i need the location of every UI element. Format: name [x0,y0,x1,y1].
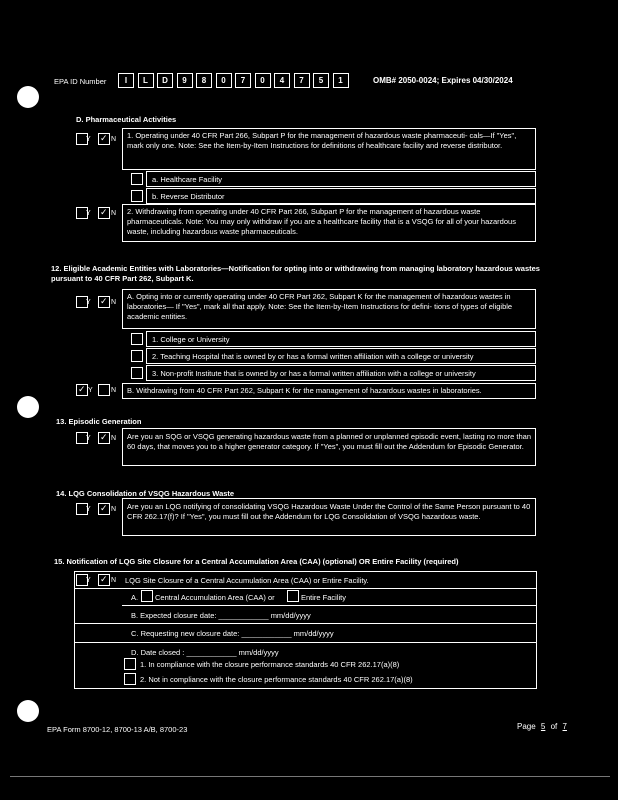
s12b-text: B. Withdrawing from 40 CFR Part 262, Subpart K for the management of hazardous wastes in laboratories. [127,386,482,395]
section-d-title: D. Pharmaceutical Activities [76,115,177,124]
page-label: Page [517,722,536,731]
punch-hole-bottom [17,700,39,722]
s15-compliance-checkbox[interactable] [124,658,136,670]
d1-yes-label: Y [86,136,91,143]
s15-rule-2 [122,605,537,606]
section-12-title: 12. Eligible Academic Entities with Laboratories—Notification for opting into or withdrawing from managing laboratory hazardous wastes pursuant to 40 CFR Part 262, Subpart K. [51,264,540,283]
page-number: 5 [540,722,546,731]
s15-compliance-label: 1. In compliance with the closure performance standards 40 CFR 262.17(a)(8) [140,660,400,669]
d2-no-check-mark-icon: ✓ [100,207,108,217]
epa-id-char-cell: I [118,73,134,88]
s13-yes-label: Y [86,435,91,442]
s14-text: Are you an LQG notifying of consolidating VSQG Hazardous Waste Under the Control of the Same Person pursuant to 40 CFR 262.17(f)? If "Yes", you must fill out the Addendum for LQG Consolidation of VSQG hazardous waste. [127,502,531,521]
punch-hole-middle [17,396,39,418]
epa-id-char-cell: 7 [235,73,251,88]
s12a-yes-label: Y [86,299,91,306]
s12a-option-1-checkbox[interactable] [131,333,143,345]
s15-caa-checkbox[interactable] [141,590,153,602]
s15-entire-facility-label: Entire Facility [301,593,347,602]
s12a-option-3-checkbox[interactable] [131,367,143,379]
s12a-option-3-label: 3. Non-profit Institute that is owned by or has a formal written affiliation with a college or university [152,369,476,378]
s13-text: Are you an SQG or VSQG generating hazardous waste from a planned or unplanned episodic event, lasting no more than 60 days, that moves you to a higher generator category. If "Yes", you must fill out the Addendum for Episodic Generator. [127,432,531,451]
s12b-yes-check-mark-icon: ✓ [78,384,86,394]
section-14-title: 14. LQG Consolidation of VSQG Hazardous Waste [56,489,235,498]
epa-id-char-cell: 5 [313,73,329,88]
s15-rule-4 [74,642,537,643]
s12b-no-label: N [111,387,117,394]
s12a-option-2-label: 2. Teaching Hospital that is owned by or has a formal written affiliation with a college or university [152,352,474,361]
epa-id-char-cell: 0 [255,73,271,88]
s15-noncompliance-label: 2. Not in compliance with the closure performance standards 40 CFR 262.17(a)(8) [140,675,413,684]
s15-closure-text: LQG Site Closure of a Central Accumulation Area (CAA) or Entire Facility. [125,576,369,585]
s15-new-closure-date: C. Requesting new closure date: ____________ mm/dd/yyyy [131,629,334,638]
footer-form-number: EPA Form 8700-12, 8700-13 A/B, 8700-23 [47,725,188,734]
bottom-scan-line [10,776,610,777]
d1-no-check-mark-icon: ✓ [100,133,108,143]
epa-id-char-cell: 4 [274,73,290,88]
punch-hole-top [17,86,39,108]
s15-no-label: N [111,577,117,584]
s12a-no-check-mark-icon: ✓ [100,296,108,306]
d1-option-a-checkbox[interactable] [131,173,143,185]
s15-rule-1 [74,588,537,589]
s12b-no-checkbox[interactable] [98,384,110,396]
d2-text: 2. Withdrawing from operating under 40 CFR Part 266, Subpart P for the management of hazardous waste pharmaceuticals. Note: You may only withdraw if you are a healthcare facility that is a VSQG for all of your hazardous waste, including hazardous waste pharmaceuticals. [127,207,516,236]
epa-id-char-cell: 8 [196,73,212,88]
s12a-option-2-checkbox[interactable] [131,350,143,362]
s13-no-check-mark-icon: ✓ [100,432,108,442]
epa-id-char-cell: 0 [216,73,232,88]
s12b-yes-label: Y [88,387,93,394]
s15-no-check-mark-icon: ✓ [100,574,108,584]
d1-option-b-label: b. Reverse Distributor [152,192,225,201]
s15-entire-facility-checkbox[interactable] [287,590,299,602]
page-indicator [517,721,570,732]
d1-option-b-checkbox[interactable] [131,190,143,202]
s14-yes-label: Y [86,506,91,513]
section-15-title: 15. Notification of LQG Site Closure for a Central Accumulation Area (CAA) (optional) OR Entire Facility (required) [54,557,459,566]
s15-yes-label: Y [86,577,91,584]
s15-expected-closure-date: B. Expected closure date: ____________ mm/dd/yyyy [131,611,311,620]
s15-rule-3 [74,623,537,624]
s14-no-label: N [111,506,117,513]
of-label: of [550,722,558,731]
epa-id-char-cell: L [138,73,154,88]
d2-yes-label: Y [86,210,91,217]
s12a-option-1-label: 1. College or University [152,335,230,344]
d1-no-label: N [111,136,117,143]
s12a-no-label: N [111,299,117,306]
d2-no-label: N [111,210,117,217]
d1-text: 1. Operating under 40 CFR Part 266, Subpart P for the management of hazardous waste pharmaceuti- cals—If "Yes", mark only one. Note: See the Item-by-Item Instructions for definitions of healthcare facility and reverse distributor. [127,131,517,150]
s15-caa-label: Central Accumulation Area (CAA) or [155,593,275,602]
epa-id-char-cell: D [157,73,173,88]
s15-noncompliance-checkbox[interactable] [124,673,136,685]
s15-date-closed: D. Date closed : ____________ mm/dd/yyyy [131,648,279,657]
omb-number: OMB# 2050-0024; Expires 04/30/2024 [373,76,513,85]
page-total: 7 [562,722,567,731]
section-13-title: 13. Episodic Generation [56,417,142,426]
s12a-text: A. Opting into or currently operating under 40 CFR Part 262, Subpart K for the management of hazardous wastes in laboratories— If "Yes", mark all that apply. Note: See the Item-by-Item Instructions for defini- tions of types of eligible academic entities. [127,292,513,321]
epa-id-char-cell: 9 [177,73,193,88]
s14-no-check-mark-icon: ✓ [100,503,108,513]
epa-id-char-cell: 1 [333,73,349,88]
epa-id-label: EPA ID Number [54,77,107,86]
epa-id-char-cell: 7 [294,73,310,88]
s13-no-label: N [111,435,117,442]
s15-row-a-prefix: A. [131,593,139,602]
d1-option-a-label: a. Healthcare Facility [152,175,223,184]
